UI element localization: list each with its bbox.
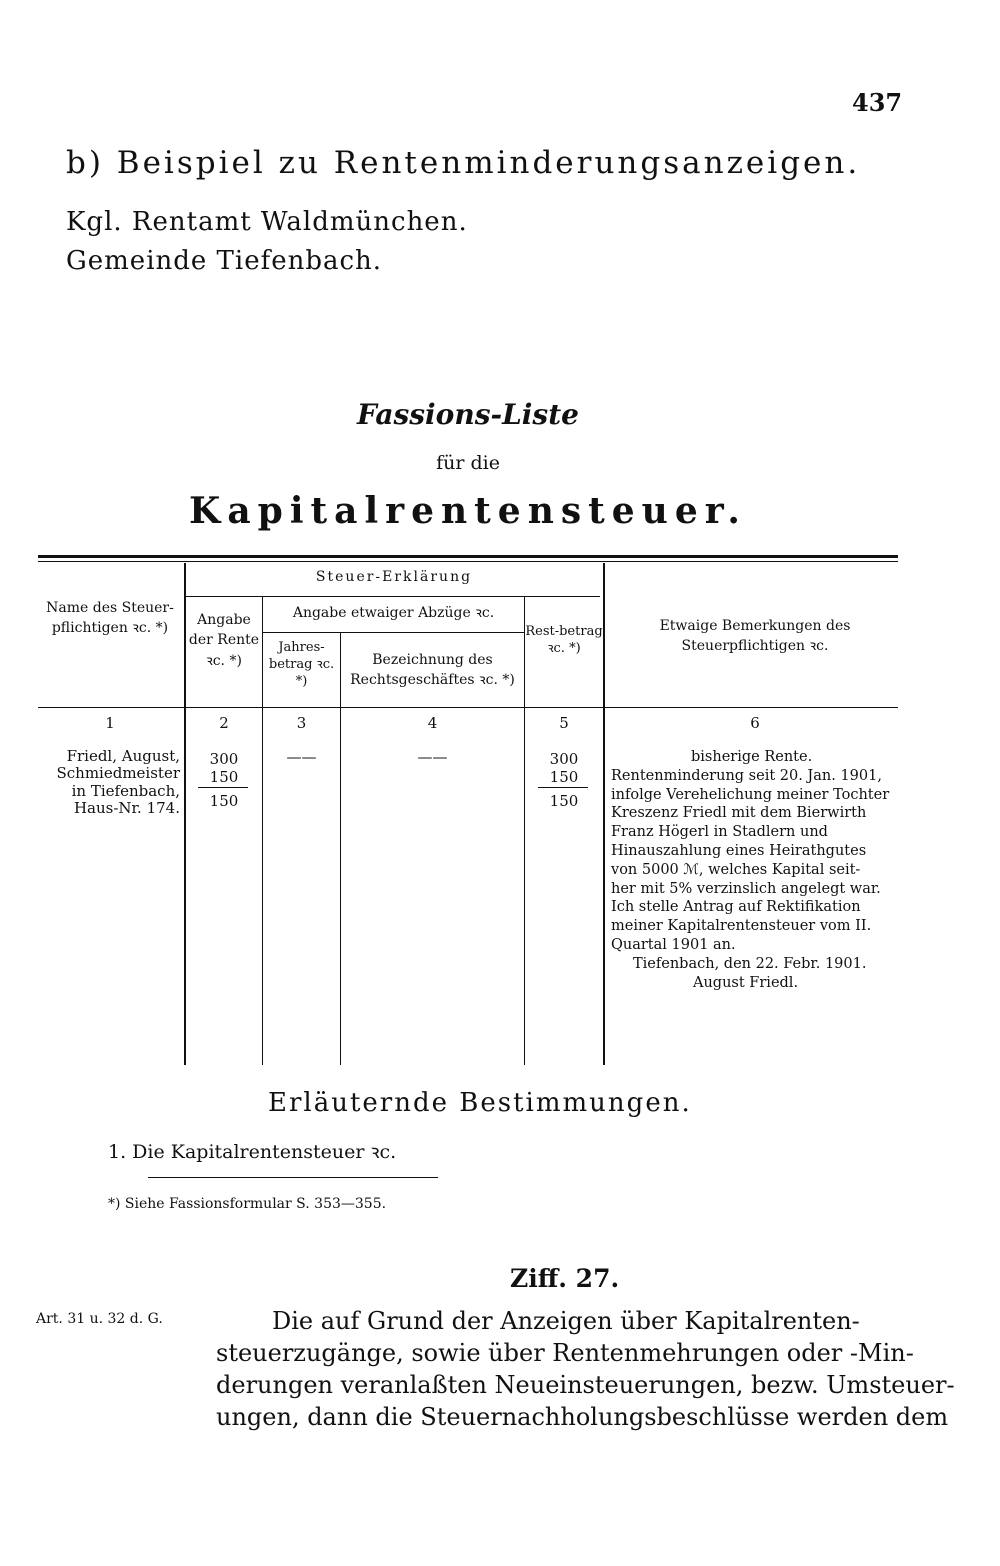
header-restbetrag: Rest-betrag ꝛc. *) xyxy=(525,624,603,656)
body-line: derungen veranlaßten Neueinsteuerungen, bezw. Umsteuer- xyxy=(216,1371,955,1399)
remarks-line: Rentenminderung seit 20. Jan. 1901, xyxy=(611,767,882,784)
remarks-line: meiner Kapitalrentensteuer vom II. xyxy=(611,918,872,935)
rente-value: 150 xyxy=(209,768,239,786)
remarks-line: Ich stelle Antrag auf Rektifikation xyxy=(611,899,861,916)
header-bezeichnung: Bezeichnung des Rechtsgeschäftes ꝛc. *) xyxy=(350,652,515,689)
column-number: 2 xyxy=(219,714,229,732)
footnote-rule xyxy=(148,1177,438,1178)
list-subtitle: für die xyxy=(436,452,500,474)
list-title: Fassions-Liste xyxy=(357,398,579,431)
column-number: 3 xyxy=(296,714,307,732)
page-number: 437 xyxy=(852,88,903,117)
ziffer-heading: Ziff. 27. xyxy=(510,1264,620,1293)
col-rule-4 xyxy=(524,597,525,1065)
office-line-gemeinde: Gemeinde Tiefenbach. xyxy=(66,246,383,276)
header-deductions: Angabe etwaiger Abzüge ꝛc. xyxy=(292,605,495,621)
col-rule-5 xyxy=(603,563,605,1065)
body-paragraph xyxy=(216,1305,955,1433)
remarks-line: von 5000 ℳ, welches Kapital seit- xyxy=(611,861,861,878)
remarks-line: her mit 5% verzinslich angelegt war. xyxy=(611,880,881,897)
table-top-rule xyxy=(38,555,898,558)
taxpayer-name-line: in Tiefenbach, xyxy=(71,781,180,800)
remarks-line: infolge Verehelichung meiner Tochter xyxy=(611,786,890,803)
remarks-cell xyxy=(611,748,901,992)
sum-rule-rest xyxy=(538,787,588,788)
remarks-line: Franz Högerl in Stadlern und xyxy=(611,824,828,841)
header-bemerkungen: Etwaige Bemerkungen des Steuerpflichtigen ꝛc. xyxy=(659,618,851,655)
explanatory-heading: Erläuternde Bestimmungen. xyxy=(268,1088,692,1118)
restbetrag-value: 150 xyxy=(549,792,579,810)
jahresbetrag-value: —— xyxy=(286,748,317,766)
table-top-rule-thin xyxy=(38,561,898,562)
body-line: ungen, dann die Steuernachholungsbeschlüsse werden dem xyxy=(216,1403,949,1431)
explanatory-item: 1. Die Kapitalrentensteuer ꝛc. xyxy=(108,1141,397,1163)
remarks-line: Tiefenbach, den 22. Febr. 1901. xyxy=(633,955,867,972)
taxpayer-name-line: Haus-Nr. 174. xyxy=(73,798,180,817)
restbetrag-value: 300 xyxy=(549,750,579,768)
remarks-line: Kreszenz Friedl mit dem Bierwirth xyxy=(611,805,867,822)
restbetrag-value: 150 xyxy=(549,768,579,786)
remarks-line: Hinauszahlung eines Heirathgutes xyxy=(611,842,867,859)
rente-value: 150 xyxy=(209,792,239,810)
rente-value: 300 xyxy=(209,750,239,768)
section-heading: b) Beispiel zu Rentenminderungsanzeigen. xyxy=(66,145,861,181)
body-line: steuerzugänge, sowie über Rentenmehrungen oder -Min- xyxy=(216,1339,914,1367)
remarks-signature: August Friedl. xyxy=(693,974,799,991)
taxpayer-name-line: Friedl, August, xyxy=(66,747,180,765)
header-rente: Angabe der Rente ꝛc. *) xyxy=(188,612,260,669)
group-header-rule xyxy=(184,596,600,597)
header-name: Name des Steuer-pflichtigen ꝛc. *) xyxy=(46,600,174,637)
footnote: *) Siehe Fassionsformular S. 353—355. xyxy=(108,1196,387,1212)
taxpayer-name-line: Schmiedmeister xyxy=(56,764,180,783)
body-line: Die auf Grund der Anzeigen über Kapitalrenten- xyxy=(272,1307,860,1335)
margin-reference: Art. 31 u. 32 d. G. xyxy=(36,1311,163,1327)
column-number: 6 xyxy=(750,714,760,732)
column-number: 4 xyxy=(427,714,438,732)
column-number: 1 xyxy=(105,714,115,732)
sum-rule-rente xyxy=(198,787,248,788)
deductions-header-rule xyxy=(262,632,524,633)
remarks-line: bisherige Rente. xyxy=(691,749,813,765)
col-rule-3 xyxy=(340,633,341,1065)
column-number: 5 xyxy=(559,714,569,732)
remarks-line: Quartal 1901 an. xyxy=(611,936,736,953)
taxpayer-name xyxy=(40,748,180,817)
tax-name: Kapitalrentensteuer. xyxy=(189,490,747,532)
bezeichnung-value: —— xyxy=(417,748,448,766)
header-bottom-rule xyxy=(38,707,898,708)
header-steuer-erklaerung: Steuer-Erklärung xyxy=(315,569,473,585)
header-jahresbetrag: Jahres-betrag ꝛc. *) xyxy=(268,640,335,689)
office-line-rentamt: Kgl. Rentamt Waldmünchen. xyxy=(66,207,468,237)
